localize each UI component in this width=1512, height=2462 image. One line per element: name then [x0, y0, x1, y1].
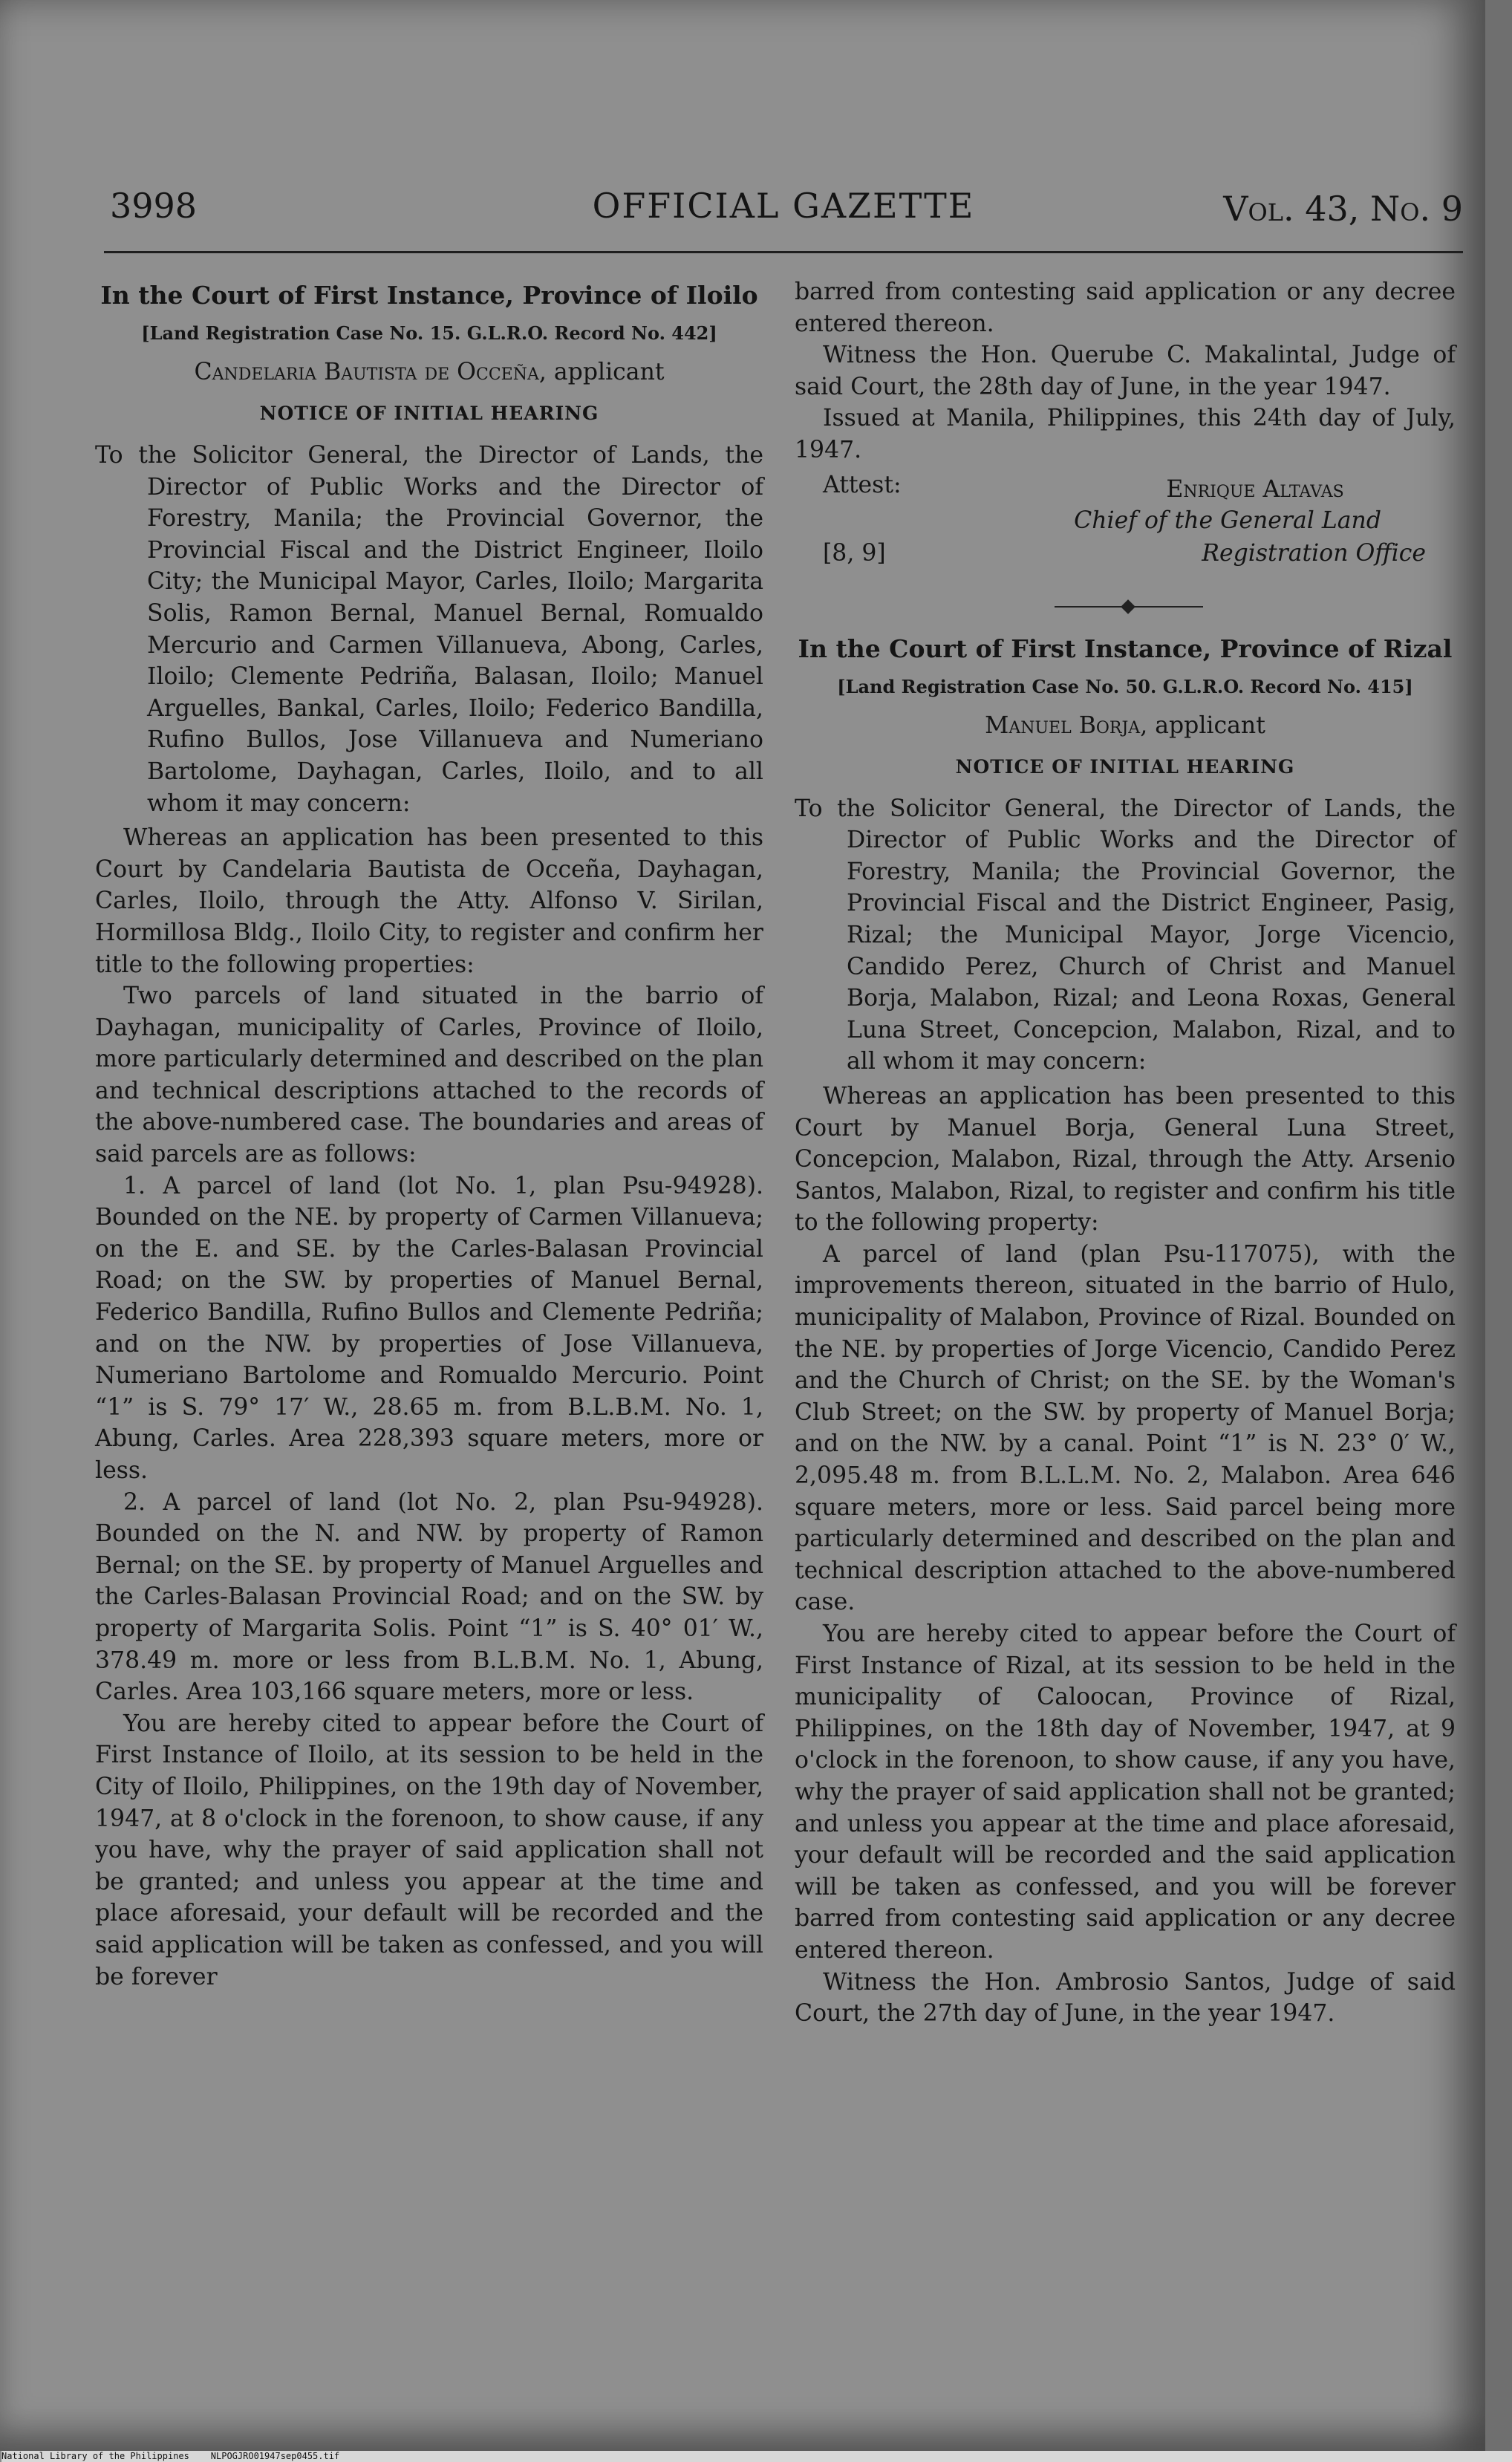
parcel-description: A parcel of land (plan Psu-117075), with the improvements thereon, situated in the barrio of Hulo, municipality of Malabon, Province of Rizal. Bounded on the NE. by properties of Jorge Vicencio, Candido Perez and the Church of Christ; on the SE. by the Woman's Club Street; on the SW. by property of Manuel Borja; and on the NW. by a canal. Point “1” is N. 23° 0′ W., 2,095.48 m. from B.L.L.M. No. 2, Malabon. Area 646 square meters, more or less. Said parcel being more particularly determined and described on the plan and technical description attached to the above-numbered case.: [795, 1240, 1456, 1616]
publication-title: OFFICIAL GAZETTE: [592, 186, 975, 226]
applicant-line-iloilo: [95, 352, 763, 392]
applicant-name: Candelaria Bautista de Occeña: [194, 359, 539, 385]
case-number-rizal: [Land Registration Case No. 50. G.L.R.O. Record No. 415]: [837, 675, 1413, 697]
divider-diamond-icon: [1121, 599, 1135, 614]
issued-paragraph: Issued at Manila, Philippines, this 24th day of July, 1947.: [795, 405, 1456, 463]
attest-name: Enrique Altavas: [1166, 475, 1344, 503]
applicant-line-rizal: [795, 706, 1456, 746]
attestation-block: [795, 469, 1456, 596]
applicant-name: Manuel Borja: [985, 711, 1141, 739]
witness-paragraph: Witness the Hon. Ambrosio Santos, Judge of said Court, the 27th day of June, in the year 1947.: [795, 1968, 1456, 2028]
header-rule: [104, 251, 1463, 253]
case-number-iloilo: [Land Registration Case No. 15. G.L.R.O. Record No. 442]: [141, 322, 717, 344]
page-edge: [1485, 0, 1512, 2451]
notice-address: To the Solicitor General, the Director of Lands, the Director of Public Works and the Director of Forestry, Manila; the Provincial Governor, the Provincial Fiscal and the District Engineer, Iloilo City; the Municipal Mayor, Carles, Iloilo; Margarita Solis, Ramon Bernal, Manuel Bernal, Romualdo Mercurio and Carmen Villanueva, Abong, Carles, Iloilo; Clemente Pedriña, Balasan, Iloilo; Manuel Arguelles, Bankal, Carles, Iloilo; Federico Bandilla, Rufino Bullos, Jose Villanueva and Numeriano Bartolome, Dayhagan, Carles, Iloilo, and to all whom it may concern:: [95, 442, 763, 817]
page-number: 3998: [110, 186, 198, 226]
applicant-suffix: , applicant: [538, 359, 665, 385]
court-heading-iloilo: In the Court of First Instance, Province of Iloilo: [100, 281, 758, 310]
paragraph-continuation: barred from contesting said application or any decree entered thereon.: [795, 279, 1456, 337]
paragraph: You are hereby cited to appear before the Court of First Instance of Rizal, at its session to be held in the municipality of Caloocan, Province of Rizal, Philippines, on the 18th day of November, 1947, at 9 o'clock in the forenoon, to show cause, if any you have, why the prayer of said application shall not be granted; and unless you appear at the time and place aforesaid, your default will be recorded and the said application will be taken as confessed, and you will be forever barred from contesting said application or any decree entered thereon.: [795, 1621, 1456, 1964]
paragraph: You are hereby cited to appear before the Court of First Instance of Iloilo, at its session to be held in the City of Iloilo, Philippines, on the 19th day of November, 1947, at 8 o'clock in the forenoon, to show cause, if any you have, why the prayer of said application shall not be granted; and unless you appear at the time and place aforesaid, your default will be recorded and the said application will be taken as confessed, and you will be forever: [95, 1710, 763, 1990]
volume-number: Vol. 43, No. 9: [1223, 189, 1463, 229]
paragraph: Two parcels of land situated in the barrio of Dayhagan, municipality of Carles, Province of Iloilo, more particularly determined and described on the plan and technical descriptions attached to the records of the above-numbered case. The boundaries and areas of said parcels are as follows:: [95, 983, 763, 1168]
scan-footer: [1, 2451, 1512, 2462]
applicant-suffix: , applicant: [1140, 711, 1265, 739]
page-header: [104, 186, 1463, 245]
attest-title: Chief of the General Land: [1074, 507, 1381, 534]
attest-title: Registration Office: [1202, 539, 1426, 567]
left-column: [95, 276, 763, 1993]
right-column: [795, 276, 1456, 2030]
notice-heading: NOTICE OF INITIAL HEARING: [955, 755, 1295, 778]
court-heading-rizal: In the Court of First Instance, Province of Rizal: [798, 634, 1453, 663]
witness-paragraph: Witness the Hon. Querube C. Makalintal, Judge of said Court, the 28th day of June, in the year 1947.: [795, 342, 1456, 400]
section-divider: [795, 596, 1456, 630]
parcel-description: 1. A parcel of land (lot No. 1, plan Psu-94928). Bounded on the NE. by property of Carmen Villanueva; on the E. and SE. by the Carles-Balasan Provincial Road; on the SW. by properties of Manuel Bernal, Federico Bandilla, Rufino Bullos and Clemente Pedriña; and on the NW. by properties of Jose Villanueva, Numeriano Bartolome and Romualdo Mercurio. Point “1” is S. 79° 17′ W., 28.65 m. from B.L.B.M. No. 1, Abung, Carles. Area 228,393 square meters, more or less.: [95, 1172, 763, 1484]
notice-address: To the Solicitor General, the Director of Lands, the Director of Public Works and the Director of Forestry, Manila; the Provincial Governor, the Provincial Fiscal and the District Engineer, Pasig, Rizal; the Municipal Mayor, Jorge Vicencio, Candido Perez, Church of Christ and Manuel Borja, Malabon, Rizal; and Leona Roxas, General Luna Street, Concepcion, Malabon, Rizal, and to all whom it may concern:: [795, 795, 1456, 1075]
paragraph: Whereas an application has been presented to this Court by Manuel Borja, General Luna Street, Concepcion, Malabon, Rizal, through the Atty. Arsenio Santos, Malabon, Rizal, to register and confirm his title to the following property:: [795, 1082, 1456, 1237]
library-name: National Library of the Philippines: [1, 2451, 189, 2461]
parcel-description: 2. A parcel of land (lot No. 2, plan Psu-94928). Bounded on the N. and NW. by property of Ramon Bernal; on the SE. by property of Manuel Arguelles and the Carles-Balasan Provincial Road; and on the SW. by property of Margarita Solis. Point “1” is S. 40° 01′ W., 378.49 m. more or less from B.L.B.M. No. 1, Abung, Carles. Area 103,166 square meters, more or less.: [95, 1488, 763, 1706]
issue-reference: [8, 9]: [823, 539, 886, 567]
paragraph: Whereas an application has been presented to this Court by Candelaria Bautista de Occeña, Dayhagan, Carles, Iloilo, through the Atty. Alfonso V. Sirilan, Hormillosa Bldg., Iloilo City, to register and confirm her title to the following properties:: [95, 824, 763, 978]
notice-heading: NOTICE OF INITIAL HEARING: [259, 403, 599, 424]
file-name: NLPOGJRO01947sep0455.tif: [210, 2451, 340, 2461]
attest-label: Attest:: [823, 471, 902, 498]
